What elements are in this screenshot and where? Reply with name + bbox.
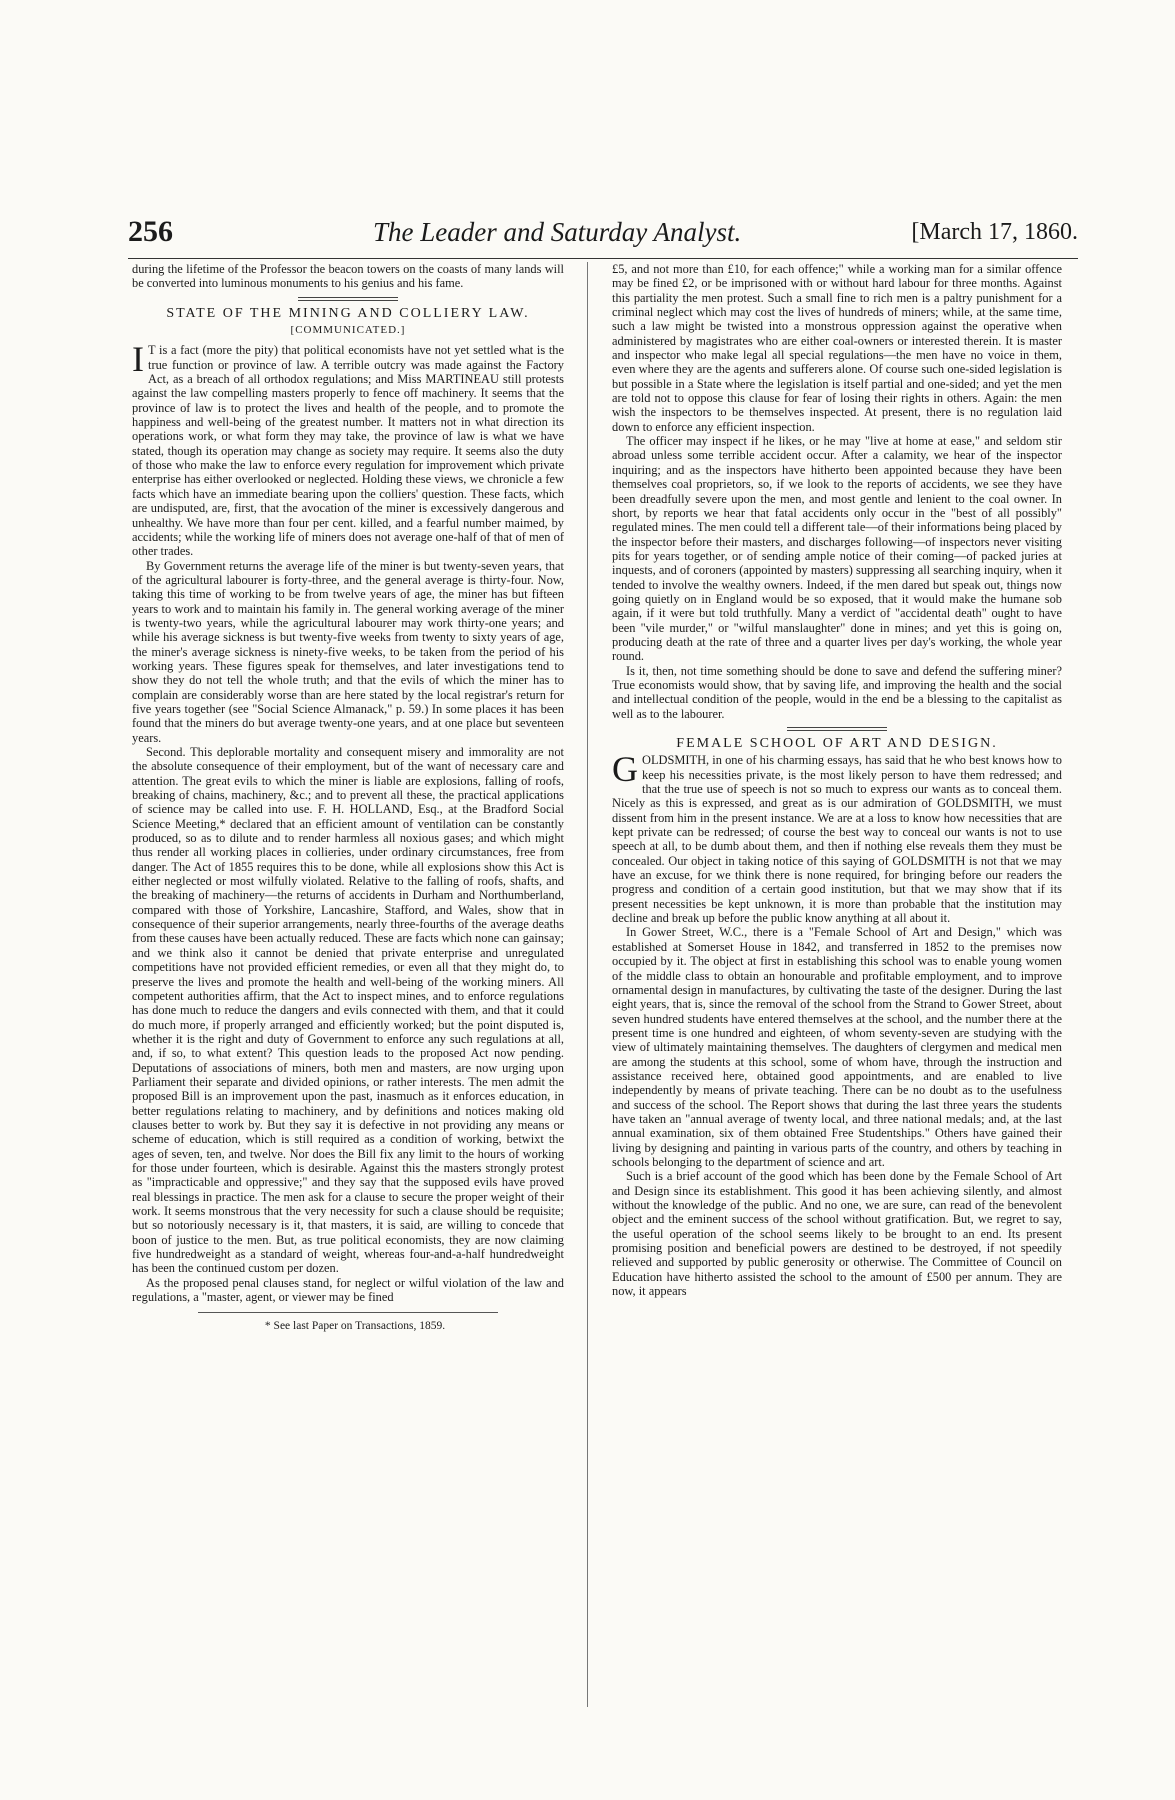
publication-title: The Leader and Saturday Analyst. [373,217,742,247]
left-column [132,262,564,1334]
header-rule [128,258,1078,259]
article-title-mining: STATE OF THE MINING AND COLLIERY LAW. [166,305,530,321]
right-column [612,262,1062,1298]
article-paragraph: Is it, then, not time something should be done to save and defend the suffering miner? True economists would show, that by saving life, and improving the health and the social and intellectual condition of the people, would in the end be a blessing to the capitalist as well as to the labourer. [612,663,1062,721]
article-paragraph: As the proposed penal clauses stand, for neglect or wilful violation of the law and regulations, a "master, agent, or viewer may be fined [132,1275,564,1305]
page-number: 256 [128,215,173,248]
section-divider [298,297,398,301]
paragraph-text: OLDSMITH, in one of his charming essays, has said that he who best knows how to keep his necessities private, is the most likely person to have them redressed; and that the true use of speech is not so much to express our wants as to conceal them. Nicely as this is expressed, and great as is our admiration of GOLDSMITH, we must dissent from him in the present instance. We are at a loss to know how necessities that are kept private can be redressed; of course the best way to conceal our wants is not to use speech at all, to be dumb about them, and then if nothing else reveals them they must be concealed. Our object in taking notice of this saying of GOLDSMITH is not that we may have an excuse, for we think there is none required, for bringing before our readers the progress and condition of a certain good institution, but that we may show that if its present necessities be kept unknown, it is more than probable that the institution may decline and break up before the public know anything at all about it. [612,753,1062,926]
article-paragraph: The officer may inspect if he likes, or he may "live at home at ease," and seldom stir abroad unless some terrible accident occur. After a calamity, we hear of the inspector inquiring; and as the inspectors have hitherto been appointed because they have been themselves coal proprietors, so, if we look to the reports of accidents, we see they have been dreadfully severe upon the men, and most gentle and lenient to the coal owner. In short, by reports we hear that fatal accidents only occur in the "best of all possibly" regulated mines. The men could tell a different tale—of their informations being placed by the inspector before their masters, and discharges following—of inspectors never visiting pits for years together, or of sending ample notice of their coming—of packed juries at inquests, and of coroners (appointed by masters) suppressing all searching inquiry, when it tended to involve the wealthy owners. Indeed, if the men dared but speak out, things now going quietly on in England would be so exposed, that it would make the humane sob again, if it were but told truthfully. Many a verdict of "accidental death" ought to have been "vile murder," or "wilful manslaughter" done in mines; and yet this is going on, producing death at the rate of three and a quarter lives per day's working, the whole year round. [612,434,1062,664]
article-paragraph [612,749,1062,926]
article-subtitle-communicated: [COMMUNICATED.] [290,324,406,337]
column-divider [587,262,588,1707]
intro-paragraph: during the lifetime of the Professor the beacon towers on the coasts of many lands will be converted into luminous monuments to his genius and his fame. [132,262,564,291]
drop-cap: G [612,749,638,790]
paragraph-text: T is a fact (more the pity) that political economists have not yet settled what is the true function or province of law. A terrible outcry was made against the Factory Act, as a breach of all orthodox regulations; and Miss MARTINEAU still protests against the law compelling masters properly to fence off machinery. It seems that the province of law is to protect the lives and health of the people, and to promote the happiness and well-being of the greatest number. It matters not in what direction its operations work, or what form they may take, the province of law is what we have stated, though its operation may change as society may require. It seems also the duty of those who make the law to enforce every regulation for improvement which private enterprise has either overlooked or neglected. Holding these views, we chronicle a few facts which have an immediate bearing upon the colliers' question. These facts, which are undisputed, are, first, that the avocation of the miner is excessively dangerous and unhealthy. We have more than four per cent. killed, and a fearful number maimed, by accidents; while the working life of miners does not average one-half of that of men of other trades. [132,343,564,559]
article-paragraph: Second. This deplorable mortality and consequent misery and immorality are not the absolute consequence of their employment, but of the want of necessary care and attention. The great evils to which the miner is liable are explosions, falling of roofs, breaking of chains, machinery, &c.; and to prevent all these, the practical applications of science may be called into use. F. H. HOLLAND, Esq., at the Bradford Social Science Meeting,* declared that an efficient amount of ventilation can be constantly produced, so as to dilute and to render harmless all noxious gases; and which might thus render all working places in collieries, under ordinary circumstances, free from danger. The Act of 1855 requires this to be done, while all explosions show this Act is either neglected or most wilfully violated. Relative to the falling of roofs, shafts, and the breaking of machinery—the returns of accidents in Durham and Northumberland, compared with those of Yorkshire, Lancashire, Stafford, and Wales, show that in consequence of their superior arrangements, nearly three-fourths of the average deaths from these causes have been actually reduced. These are facts which none can gainsay; and we think also it cannot be denied that private enterprise and unregulated competitions have not provided efficient remedies, or even all that they might do, to preserve the lives and promote the health and well-being of the working miners. All competent authorities affirm, that the Act to inspect mines, and to enforce regulations has done much to reduce the dangers and evils connected with them, and that it could do much more, if properly arranged and efficiently worked; but the point disputed is, whether it is the right and duty of Government to enforce any such regulations at all, and, if so, to what extent? This question leads to the proposed Act now pending. Deputations of associations of miners, both men and masters, are now urging upon Parliament their separate and divided opinions, or rather interests. The men admit the proposed Bill is an improvement upon the past, inasmuch as it enforces education, in better regulations relating to machinery, and by definitions and notices making old clauses better to work by. But they say it is defective in not providing any means or scheme of education, which is still required as a condition of working, betwixt the ages of seven, ten, and twelve. Nor does the Bill fix any limit to the hours of working for those under fourteen, which is desirable. Against this the masters strongly protest as "impracticable and oppressive;" and they say that the supposed evils have proved real blessings in practice. The men ask for a clause to secure the proper weight of their work. It seems monstrous that the very necessity for such a clause should be requisite; but so notoriously necessary is it, that masters, it is said, are willing to concede that boon of justice to the men. But, as true political economists, they are now claiming five hundredweight as a standard of weight, whereas four-and-a-half hundredweight has been the continued custom per dozen. [132,745,564,1276]
article-paragraph: £5, and not more than £10, for each offence;" while a working man for a similar offence may be fined £2, or be imprisoned with or without hard labour for three months. Against this partiality the men protest. Such a small fine to rich men is a paltry punishment for a criminal neglect which may cost the lives of hundreds of miners; while, at the same time, such a law might be twisted into a monstrous oppression against the operative when administered by magistrates who are either coal-owners or interested therein. It is master and inspector who make legal all special regulations—the men have no voice in them, even where they are the agents and sufferers alone. Of course such one-sided legislation is but possible in a State where the legislation is itself partial and one-sided; and yet the men are told not to oppose this clause for fear of losing their rights in others. Again: the men wish the inspectors to be themselves inspected. At present, there is no regulation laid down to enforce any efficient inspection. [612,262,1062,434]
drop-cap: I [132,339,144,380]
article-title-female-school: FEMALE SCHOOL OF ART AND DESIGN. [676,736,998,751]
article-paragraph [132,339,564,559]
footnote: * See last Paper on Transactions, 1859. [264,1320,446,1333]
page-header [128,215,1078,251]
article-paragraph: Such is a brief account of the good which has been done by the Female School of Art and Design since its establishment. This good it has been achieving silently, and almost without the knowledge of the public. And no one, we are sure, can read of the benevolent object and the eminent success of the school without gratification. But, we regret to say, the useful operation of the school seems likely to be brought to an end. Its present promising position and beneficial powers are destined to be destroyed, if not speedily relieved and supported by public generosity or otherwise. The Committee of Council on Education have hitherto assisted the school to the amount of £500 per annum. They are now, it appears [612,1169,1062,1299]
article-paragraph: By Government returns the average life of the miner is but twenty-seven years, that of the agricultural labourer is forty-three, and the general average is thirty-four. Now, taking this time of working to be from twelve years of age, the miner has but fifteen years to work and to maintain his family in. The general working average of the miner is twenty-two years, while the agricultural labourer may work thirty-one years; and while his average sickness is but twenty-five weeks from twenty to sixty years of age, the miner's average sickness is ninety-five weeks, to be taken from the period of his working years. These figures speak for themselves, and later investigations tend to show they do not tell the whole truth; and that the evils of which the miner has to complain are considerably worse than are here stated by the local registrar's return for five years together (see "Social Science Almanack," p. 59.) In some places it has been found that the miners do but average twenty-one years, and at one place but seventeen years. [132,558,564,745]
article-paragraph: In Gower Street, W.C., there is a "Female School of Art and Design," which was established at Somerset House in 1842, and transferred in 1852 to the premises now occupied by it. The object at first in establishing this school was to enable young women of the middle class to obtain an honourable and profitable employment, and to improve ornamental design in manufactures, by cultivating the taste of the designer. During the last eight years, that is, since the removal of the school from the Strand to Gower Street, about seven hundred students have entered themselves at the school, and the number there at the present time is one hundred and eighteen, of whom seventy-seven are studying with the view of ultimately maintaining themselves. The daughters of clergymen and medical men are among the students at this school, some of whom have, through the instruction and assistance received here, obtained good appointments, and are enabled to live independently by means of private teaching. There can be no doubt as to the usefulness and success of the school. The Report shows that during the last three years the students have taken an "annual average of twenty local, and three national medals; and, at the last annual examination, six of them obtained Free Studentships." Others have gained their living by designing and painting in various parts of the country, and others by teaching in schools belonging to the department of science and art. [612,925,1062,1169]
section-divider [787,727,887,731]
footnote-rule [198,1312,498,1313]
issue-date: [March 17, 1860. [911,219,1078,245]
